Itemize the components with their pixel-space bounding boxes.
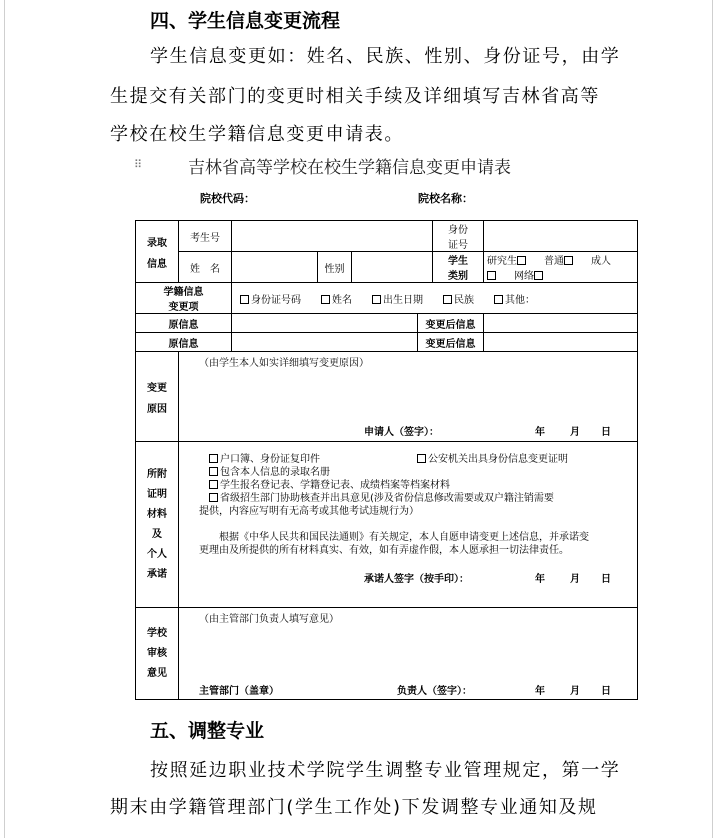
changed-info-label-2: 变更后信息 [418, 333, 484, 352]
reason-day: 日 [601, 427, 611, 438]
item-option-birth[interactable]: 出生日期 [372, 295, 423, 306]
changed-info-field-1[interactable] [484, 314, 638, 333]
pledge-day: 日 [601, 574, 611, 585]
change-items-label: 学籍信息 变更项 [136, 283, 232, 314]
admission-info-label: 录取 信息 [136, 221, 179, 283]
review-field[interactable] [179, 608, 638, 700]
attachment-item-5-cont: 提供，内容应写明有无高考或其他考试违规行为） [199, 506, 419, 517]
pledge-line-2: 更理由及所提供的所有材料真实、有效，如有弄虚作假，本人愿承担一切法律责任。 [199, 545, 569, 556]
review-label: 学校 审核 意见 [136, 608, 179, 700]
section4-para-line-2: 生提交有关部门的变更时相关手续及详细填写吉林省高等 [110, 86, 600, 107]
original-info-label-2: 原信息 [136, 333, 232, 352]
exam-no-label: 考生号 [179, 221, 232, 252]
attachments-label: 所附 证明 材料 及 个人 承诺 [136, 442, 179, 608]
pledge-month: 月 [570, 574, 580, 585]
student-type-label: 学生 类别 [433, 252, 484, 283]
school-name-label: 院校名称： [418, 192, 473, 205]
type-option-adult[interactable]: 成人 [487, 256, 611, 282]
id-no-field[interactable] [484, 221, 638, 252]
attachment-item-1[interactable]: 户口簿、身份证复印件 [209, 453, 320, 467]
change-application-form [135, 220, 638, 700]
dept-seal-label: 主管部门（盖章） [199, 686, 279, 697]
attachment-item-2[interactable]: 公安机关出具身份信息变更证明 [417, 453, 568, 467]
drag-handle-icon[interactable]: ⠿ [134, 158, 143, 171]
exam-no-field[interactable] [232, 221, 433, 252]
pledge-year: 年 [535, 574, 545, 585]
section4-para-line-1: 学生信息变更如：姓名、民族、性别、身份证号，由学 [150, 46, 621, 67]
section5-para-line-2: 期末由学籍管理部门(学生工作处)下发调整专业通知及规 [110, 797, 598, 818]
id-no-label: 身份 证号 [433, 221, 484, 252]
original-info-field-1[interactable] [232, 314, 418, 333]
item-option-id[interactable]: 身份证号码 [240, 295, 301, 306]
gender-label: 性别 [318, 252, 352, 283]
responsible-person-label: 负责人（签字）： [397, 686, 472, 697]
change-items-options [232, 283, 638, 314]
attachment-item-5[interactable]: 省级招生部门协助核查并出具意见(涉及省份信息修改需要或双户籍注销需要 [209, 492, 554, 506]
student-type-options [484, 252, 638, 283]
item-option-other[interactable]: 其他： [494, 295, 535, 306]
pledge-line-1: 根据《中华人民共和国民法通则》有关规定，本人自愿申请变更上述信息，并承诺变 [219, 532, 589, 543]
form-title: 吉林省高等学校在校生学籍信息变更申请表 [188, 158, 511, 178]
section4-para-line-3: 学校在校生学籍信息变更申请表。 [110, 124, 404, 145]
section5-para-line-1: 按照延边职业技术学院学生调整专业管理规定，第一学 [150, 760, 621, 781]
reason-month: 月 [570, 427, 580, 438]
reason-label: 变更 原因 [136, 352, 179, 442]
item-option-name[interactable]: 姓名 [321, 295, 352, 306]
type-option-online[interactable]: 网络 [514, 271, 545, 282]
school-code-label: 院校代码： [200, 192, 255, 205]
attachment-item-3[interactable]: 包含本人信息的录取名册 [209, 466, 330, 480]
review-day: 日 [601, 686, 611, 697]
reason-field[interactable] [179, 352, 638, 442]
review-hint: （由主管部门负责人填写意见） [199, 614, 339, 625]
name-field[interactable] [232, 252, 318, 283]
applicant-signature-label: 申请人（签字）： [364, 427, 439, 438]
original-info-field-2[interactable] [232, 333, 418, 352]
item-option-ethnicity[interactable]: 民族 [443, 295, 474, 306]
review-month: 月 [570, 686, 580, 697]
page-edge-right [712, 0, 713, 838]
pledger-signature-label: 承诺人签字（按手印）： [364, 574, 469, 585]
changed-info-label-1: 变更后信息 [418, 314, 484, 333]
name-label: 姓 名 [179, 252, 232, 283]
attachments-field [179, 442, 638, 608]
type-option-regular[interactable]: 普通 [544, 256, 575, 267]
gender-field[interactable] [352, 252, 433, 283]
original-info-label-1: 原信息 [136, 314, 232, 333]
reason-hint: （由学生本人如实详细填写变更原因） [199, 358, 369, 369]
section4-heading: 四、学生信息变更流程 [150, 10, 341, 32]
attachment-item-4[interactable]: 学生报名登记表、学籍登记表、成绩档案等档案材料 [209, 479, 450, 493]
changed-info-field-2[interactable] [484, 333, 638, 352]
reason-year: 年 [535, 427, 545, 438]
page-edge-left [4, 0, 5, 838]
review-year: 年 [535, 686, 545, 697]
type-option-graduate[interactable]: 研究生 [487, 256, 528, 267]
section5-heading: 五、调整专业 [150, 720, 265, 742]
